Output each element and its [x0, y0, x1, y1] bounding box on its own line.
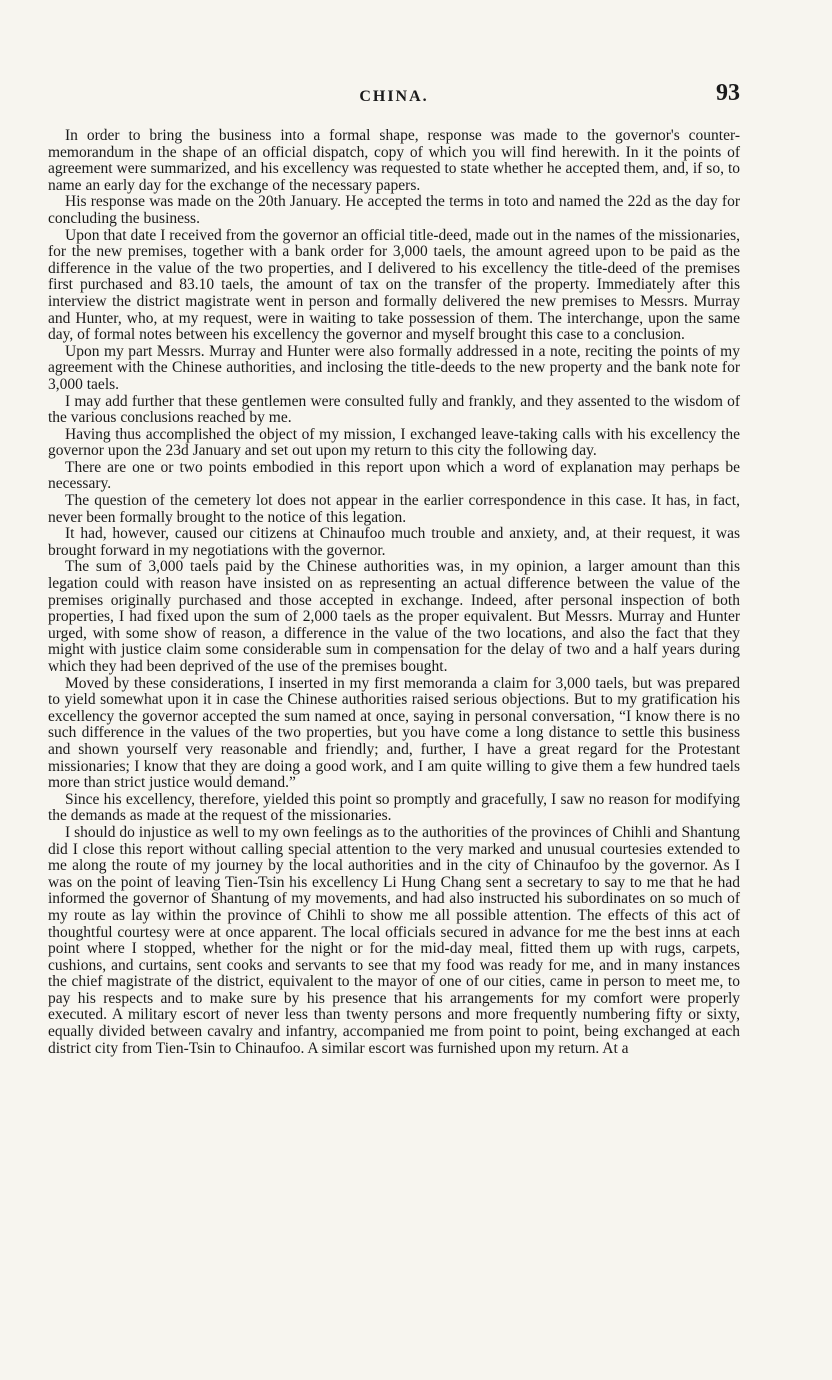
paragraph: Since his excellency, therefore, yielded this point so promptly and gracefully, I saw no reason for modifying the demands as made at the request of the missionaries. — [48, 790, 740, 825]
paragraph: His response was made on the 20th January. He accepted the terms in toto and named the 22d as the day for concluding the business. — [48, 193, 740, 227]
paragraph: In order to bring the business into a formal shape, response was made to the governor's counter-memorandum in the shape of an official dispatch, copy of which you will find herewith. In it the points of agreement were summarized, and his excellency was requested to state whether he accepted them, and, if so, to name an early day for the exchange of the necessary papers. — [48, 127, 740, 194]
paragraph: It had, however, caused our citizens at Chinaufoo much trouble and anxiety, and, at their request, it was brought forward in my negotiations with the governor. — [48, 525, 740, 559]
page-number: 93 — [716, 80, 740, 106]
paragraph: The question of the cemetery lot does not appear in the earlier correspondence in this case. It has, in fact, never been formally brought to the notice of this legation. — [48, 492, 740, 526]
paragraph: Moved by these considerations, I inserted in my first memoranda a claim for 3,000 taels, but was prepared to yield somewhat upon it in case the Chinese authorities raised serious objections. But to my gratification his excellency the governor accepted the sum named at once, saying in personal conversation, “I know there is no such difference in the values of the two properties, but you have come a long distance to settle this business and shown yourself very reasonable and friendly; and, further, I have a great regard for the Protestant missionaries; I know that they are doing a good work, and I am quite willing to give them a few hundred taels more than strict justice would demand.” — [48, 674, 740, 792]
page-header — [48, 80, 740, 110]
body-text — [48, 128, 740, 1057]
paragraph: I should do injustice as well to my own feelings as to the authorities of the provinces of Chihli and Shantung did I close this report without calling special attention to the very marked and unusual courtesies extended to me along the route of my journey by the local authorities and in the city of Chinaufoo by the governor. As I was on the point of leaving Tien-Tsin his excellency Li Hung Chang sent a secretary to say to me that he had informed the governor of Shantung of my movements, and had also instructed his subordinates on so much of my route as lay within the province of Chihli to show me all possible attention. The effects of this act of thoughtful courtesy were at once apparent. The local officials secured in advance for me the best inns at each point where I stopped, whether for the night or for the mid-day meal, fitted them up with rugs, carpets, cushions, and curtains, sent cooks and servants to see that my food was ready for me, and in many instances the chief magistrate of the district, equivalent to the mayor of one of our cities, came in person to meet me, to pay his respects and to make sure by his presence that his arrangements for my comfort were properly executed. A military escort of never less than twenty persons and more frequently numbering fifty or sixty, equally divided between cavalry and infantry, accompanied me from point to point, being exchanged at each district city from Tien-Tsin to Chinaufoo. A similar escort was furnished upon my return. At a — [48, 823, 740, 1057]
running-title: CHINA. — [359, 88, 429, 105]
paragraph: I may add further that these gentlemen were consulted fully and frankly, and they assented to the wisdom of the various conclusions reached by me. — [48, 392, 740, 427]
paragraph: Upon that date I received from the governor an official title-deed, made out in the names of the missionaries, for the new premises, together with a bank order for 3,000 taels, the amount agreed upon to be paid as the difference in the value of the two properties, and I delivered to his excellency the title-deed of the premises first purchased and 83.10 taels, the amount of tax on the transfer of the property. Immediately after this interview the district magistrate went in person and formally delivered the new premises to Messrs. Murray and Hunter, who, at my request, were in waiting to take possession of them. The interchange, upon the same day, of formal notes between his excellency the governor and myself brought this case to a conclusion. — [48, 226, 740, 344]
paragraph: Having thus accomplished the object of my mission, I exchanged leave-taking calls with his excellency the governor upon the 23d January and set out upon my return to this city the following day. — [48, 425, 740, 460]
paragraph: The sum of 3,000 taels paid by the Chinese authorities was, in my opinion, a larger amount than this legation could with reason have insisted on as representing an actual difference between the value of the premises originally purchased and those accepted in exchange. Indeed, after personal inspection of both properties, I had fixed upon the sum of 2,000 taels as the proper equivalent. But Messrs. Murray and Hunter urged, with some show of reason, a difference in the value of the two locations, and also the fact that they might with justice claim some considerable sum in compensation for the delay of two and a half years during which they had been deprived of the use of the premises bought. — [48, 558, 740, 675]
paragraph: There are one or two points embodied in this report upon which a word of explanation may perhaps be necessary. — [48, 458, 740, 493]
paragraph: Upon my part Messrs. Murray and Hunter were also formally addressed in a note, reciting the points of my agreement with the Chinese authorities, and inclosing the title-deeds to the new property and the bank note for 3,000 taels. — [48, 342, 740, 393]
